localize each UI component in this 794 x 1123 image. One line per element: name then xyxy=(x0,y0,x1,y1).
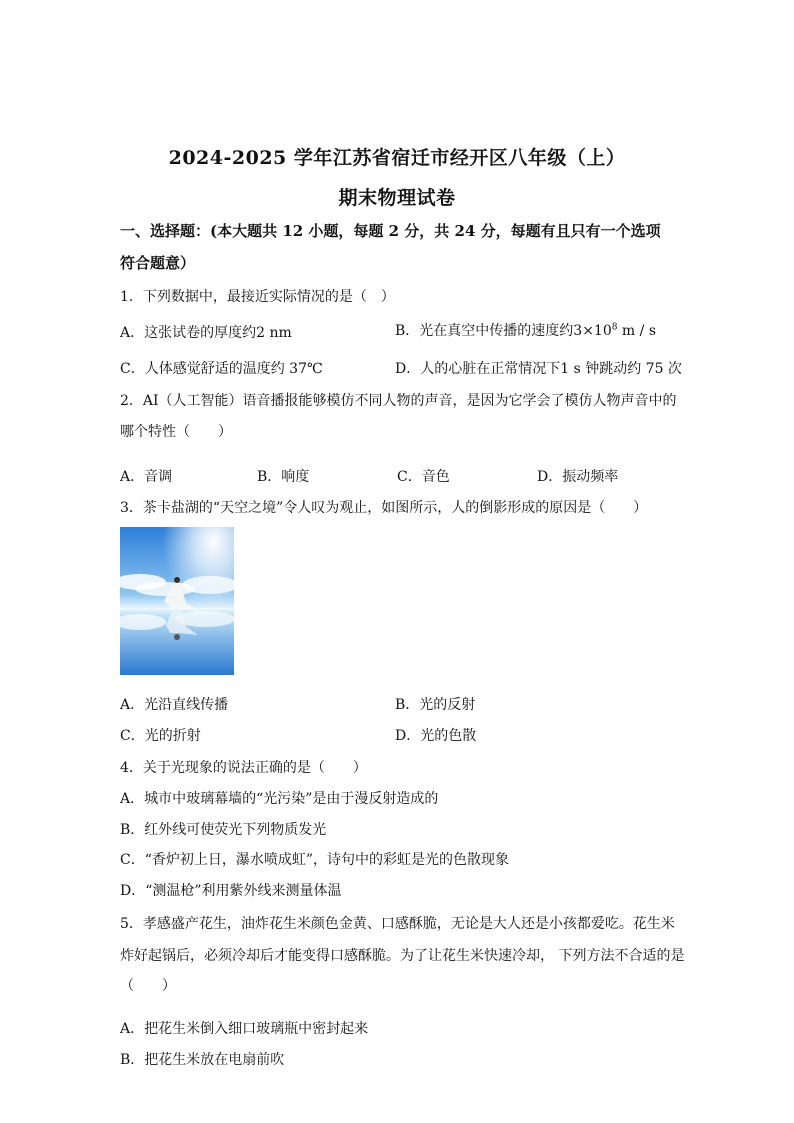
section-heading-line1: 一、选择题：(本大题共 12 小题，每题 2 分，共 24 分，每题有且只有一个选项 xyxy=(120,222,661,240)
q2-stem-line1: 2．AI（人工智能）语音播报能够模仿不同人物的声音，是因为它学会了模仿人物声音中的 xyxy=(120,393,677,409)
q3-option-b: B．光的反射 xyxy=(395,697,476,713)
q4-option-a: A．城市中玻璃幕墙的“光污染”是由于漫反射造成的 xyxy=(120,791,439,807)
q4-option-d: D．“测温枪”利用紫外线来测量体温 xyxy=(120,883,342,899)
q2-stem-line2: 哪个特性（ ） xyxy=(120,424,232,440)
q1-option-b-text: B．光在真空中传播的速度约3×10 xyxy=(395,323,612,339)
q2-option-b: B．响度 xyxy=(257,469,310,485)
q4-option-c: C．“香炉初上日，瀑水喷成虹”，诗句中的彩虹是光的色散现象 xyxy=(120,852,510,868)
q1-option-d: D．人的心脏在正常情况下1 s 钟跳动约 75 次 xyxy=(395,361,682,377)
salt-lake-photo xyxy=(120,527,234,675)
q2-option-a: A．音调 xyxy=(120,469,173,485)
q1-option-b-exponent: 8 xyxy=(611,322,618,333)
q3-stem: 3．茶卡盐湖的“天空之境”令人叹为观止，如图所示，人的倒影形成的原因是（ ） xyxy=(120,500,648,516)
q1-option-c: C．人体感觉舒适的温度约 37℃ xyxy=(120,361,323,377)
q5-stem-line2: 炸好起锅后，必须冷却后才能变得口感酥脆。为了让花生米快速冷却， 下列方法不合适的是 xyxy=(120,948,685,964)
q1-option-a: A．这张试卷的厚度约2 nm xyxy=(120,325,292,341)
q5-stem-line1: 5．孝感盛产花生，油炸花生米颜色金黄、口感酥脆，无论是大人还是小孩都爱吃。花生米 xyxy=(120,916,675,932)
section-heading-line2: 符合题意） xyxy=(120,254,196,272)
exam-title-line2: 期末物理试卷 xyxy=(338,187,456,209)
q1-option-b-unit: m / s xyxy=(617,323,657,339)
q2-option-c: C．音色 xyxy=(397,469,450,485)
q2-option-d: D．振动频率 xyxy=(537,469,619,485)
q3-option-d: D．光的色散 xyxy=(395,728,477,744)
q3-option-a: A．光沿直线传播 xyxy=(120,697,229,713)
q3-option-c: C．光的折射 xyxy=(120,728,201,744)
q1-stem: 1．下列数据中，最接近实际情况的是（ ） xyxy=(120,289,395,305)
q5-option-b: B．把花生米放在电扇前吹 xyxy=(120,1052,285,1068)
exam-title-line1: 2024-2025 学年江苏省宿迁市经开区八年级（上） xyxy=(168,147,626,169)
q5-option-a: A．把花生米倒入细口玻璃瓶中密封起来 xyxy=(120,1021,369,1037)
salt-lake-illustration xyxy=(120,527,234,675)
q5-stem-line3: （ ） xyxy=(120,978,176,994)
q4-option-b: B．红外线可使荧光下列物质发光 xyxy=(120,822,327,838)
q1-option-b xyxy=(395,320,656,340)
q4-stem: 4．关于光现象的说法正确的是（ ） xyxy=(120,760,367,776)
